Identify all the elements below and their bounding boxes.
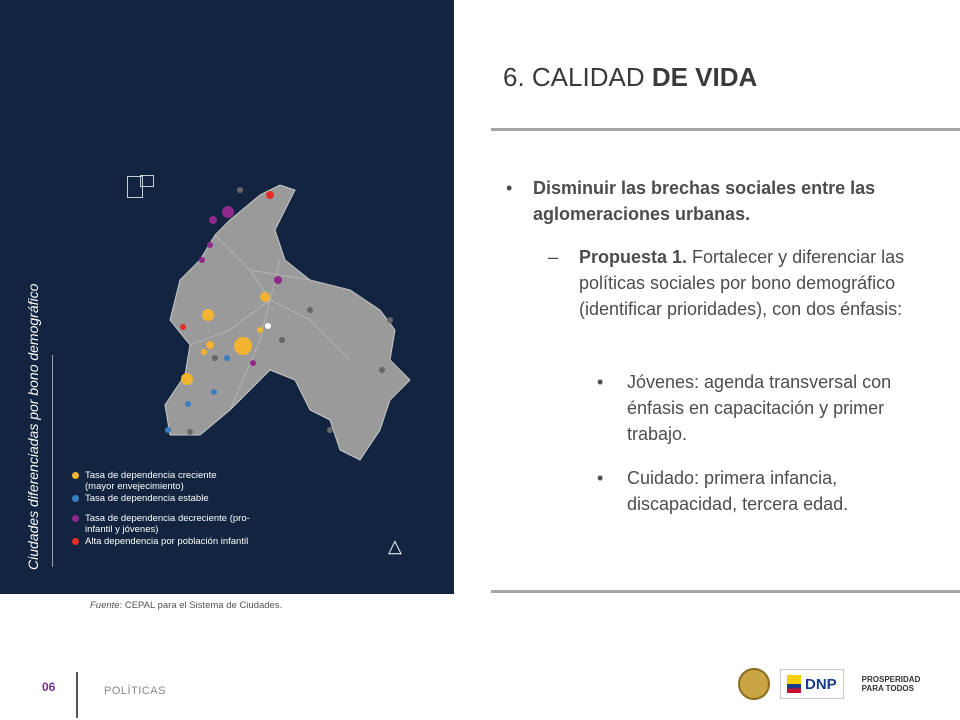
city-dot [250,360,256,366]
prosperidad-line2: PARA TODOS [861,684,914,693]
legend-swatch-yellow [72,472,79,479]
bullet-care [597,465,942,517]
legend-label: Tasa de dependencia estable [85,493,209,504]
bullet-icon: • [597,372,604,392]
city-dot [180,324,186,330]
city-dot [260,292,270,302]
map-legend [72,470,260,548]
city-dot [387,317,393,323]
care-text: Cuidado: primera infancia, discapacidad, tercera edad. [627,468,849,514]
dash-icon: – [548,247,559,267]
prosperidad-line1: PROSPERIDAD [861,675,921,684]
title-rule [491,128,960,131]
city-dot [199,257,205,263]
colombia-seal-icon [738,668,770,700]
city-dot [187,429,193,435]
city-dot [279,337,285,343]
compass-icon: △ [388,536,402,556]
legend-item [72,513,260,535]
bullet-icon: • [506,178,513,198]
proposal-bold: Propuesta 1. [579,247,688,267]
city-dot [209,216,217,224]
bullet-main-text: Disminuir las brechas sociales entre las aglomeraciones urbanas. [533,178,876,224]
page-number: 06 [42,680,56,694]
city-dot [327,427,333,433]
bullet-proposal [548,244,943,322]
city-dot [237,187,243,193]
title-number: 6. CALIDAD [503,62,652,92]
legend-label: Alta dependencia por población infantil [85,536,249,547]
city-dot [207,242,213,248]
section-label: POLÍTICAS [104,685,166,697]
legend-item [72,470,260,492]
country-shape [165,185,410,460]
city-dot [201,349,207,355]
bullet-main [506,175,946,227]
legend-item [72,493,260,504]
map-vertical-title: Ciudades diferenciadas por bono demográfico [25,283,41,570]
city-dot [211,389,217,395]
city-dot [234,337,252,355]
dnp-logo [780,669,844,699]
city-dot [379,367,385,373]
prosperidad-logo [862,675,921,693]
city-dot [307,307,313,313]
bottom-rule [491,590,960,593]
dnp-logo-text: DNP [805,675,837,693]
legend-swatch-red [72,538,79,545]
city-dot [206,341,214,349]
bullet-youth [597,369,942,447]
youth-text: Jóvenes: agenda transversal con énfasis en capacitación y primer trabajo. [627,372,892,444]
map-panel [0,0,454,594]
legend-swatch-blue [72,495,79,502]
city-dot [224,355,230,361]
city-dot [212,355,218,361]
proposal-text [548,244,943,322]
city-dot [181,373,193,385]
colombia-map [110,160,430,480]
legend-swatch-purple [72,515,79,522]
city-dot [202,309,214,321]
city-dot [266,191,274,199]
legend-item [72,536,260,547]
colombia-flag-icon [787,675,801,693]
footer-divider [76,672,78,718]
city-dot [257,327,263,333]
title-divider [52,355,53,567]
legend-label: Tasa de dependencia decreciente (pro-infantil y jóvenes) [85,513,250,535]
legend-label: Tasa de dependencia creciente (mayor envejecimiento) [85,470,217,492]
city-dot [265,323,271,329]
bullet-icon: • [597,468,604,488]
source-note [90,600,282,611]
city-dot [165,427,171,433]
proposal-body: Fortalecer y diferenciar las políticas sociales por bono demográfico (identificar prioridades), con dos énfasis: [579,247,905,319]
footer-logos [738,668,920,700]
city-dot [274,276,282,284]
title-bold: DE VIDA [651,62,758,92]
source-label: Fuente [90,600,120,611]
source-text: : CEPAL para el Sistema de Ciudades. [119,600,283,611]
slide-title [503,62,757,93]
city-dot [185,401,191,407]
city-dot [222,206,234,218]
